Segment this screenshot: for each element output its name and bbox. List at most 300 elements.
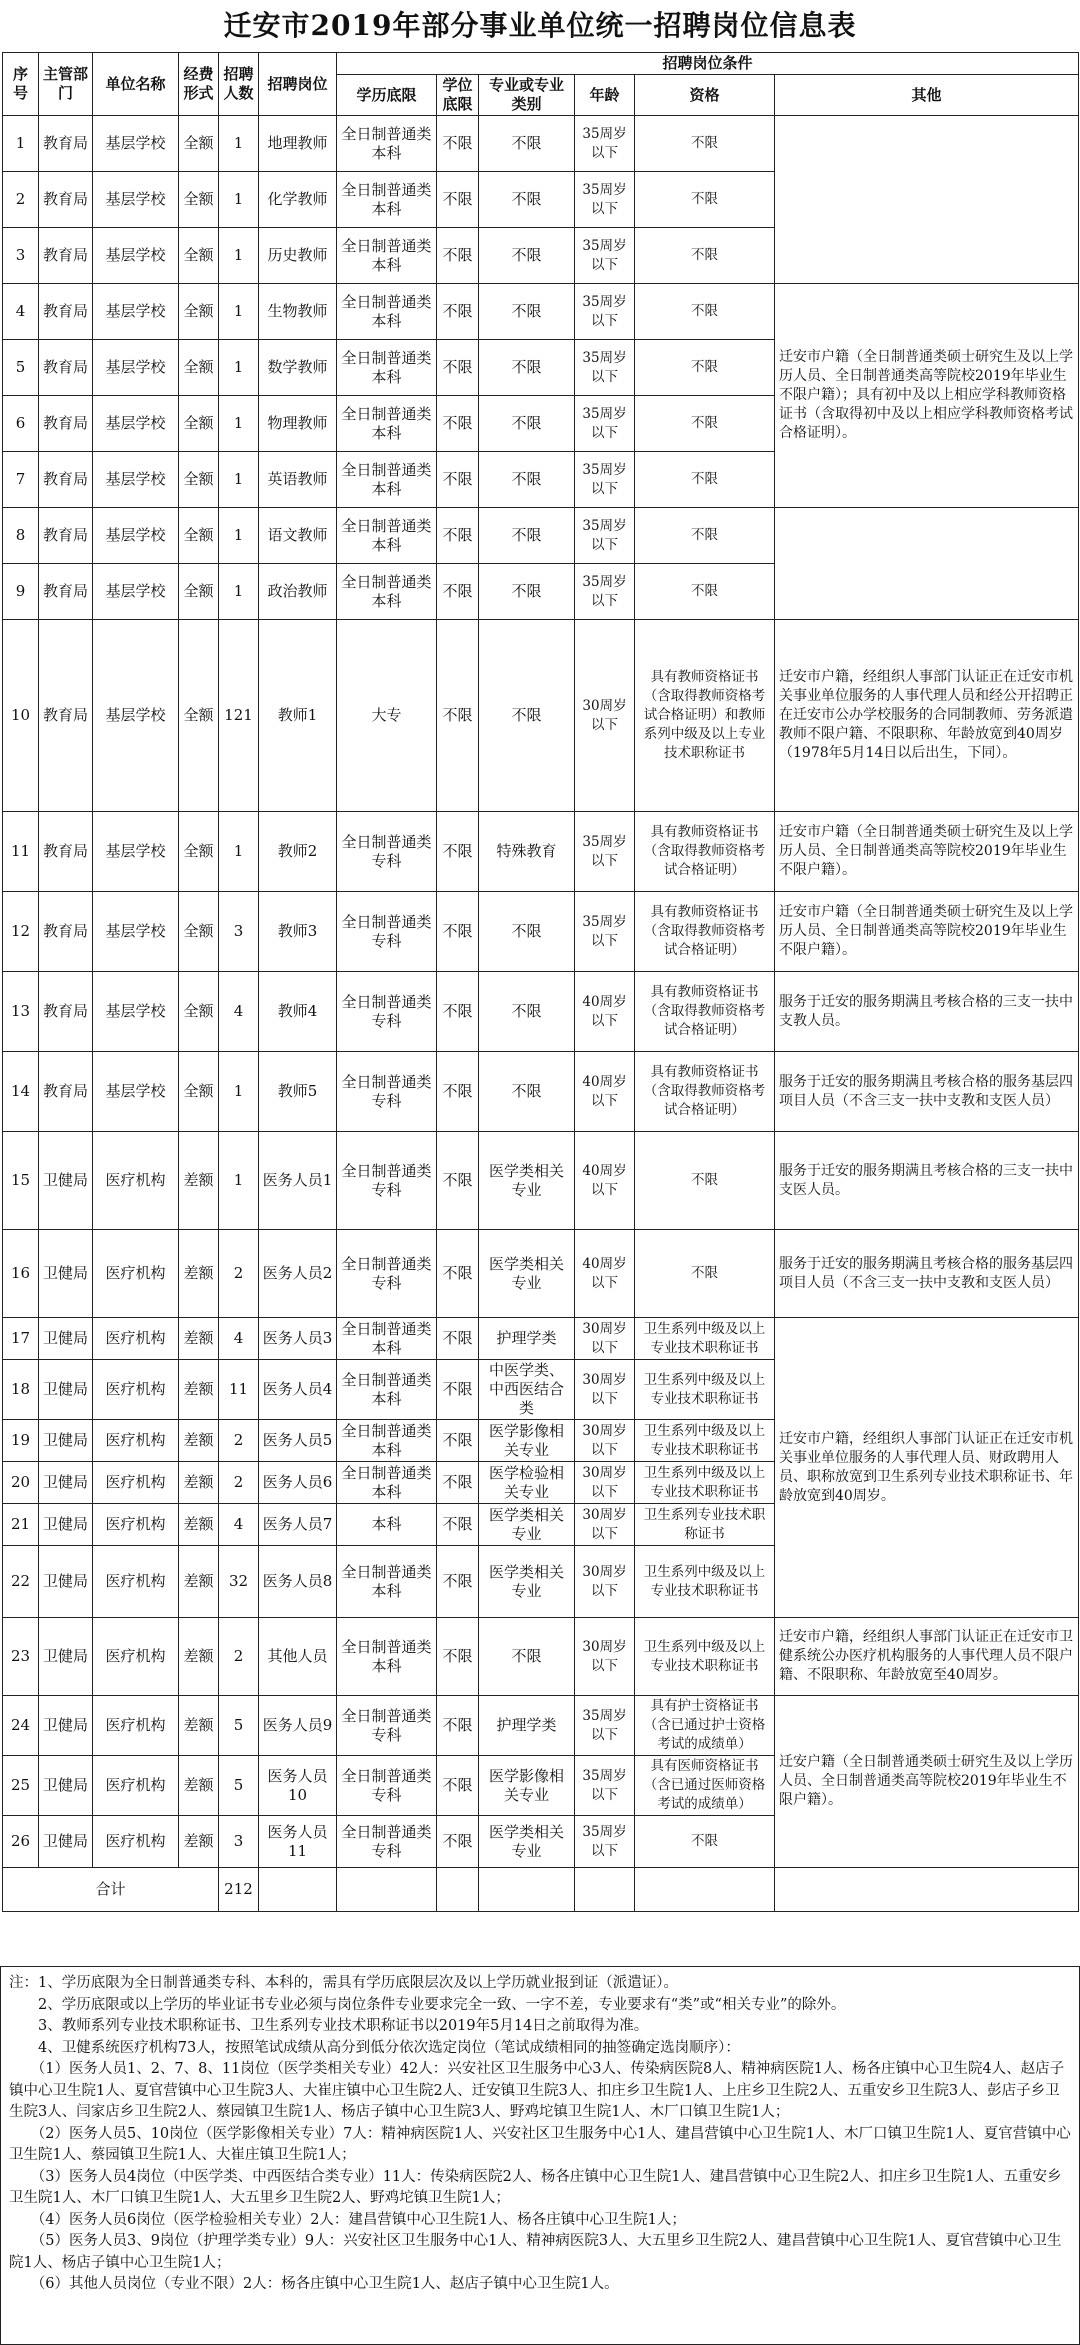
- cell-fund: 全额: [179, 396, 219, 452]
- cell-edu: 全日制普通类专科: [337, 1816, 437, 1868]
- cell-qual: 具有教师资格证书（含取得教师资格考试合格证明）: [635, 1052, 775, 1132]
- cell-unit: 基层学校: [93, 284, 179, 340]
- cell-unit: 医疗机构: [93, 1132, 179, 1230]
- cell-age: 40周岁以下: [575, 1132, 635, 1230]
- cell-edu: 全日制普通类本科: [337, 396, 437, 452]
- cell-degree: 不限: [437, 1462, 479, 1504]
- cell-unit: 医疗机构: [93, 1420, 179, 1462]
- cell-seq: 2: [3, 172, 39, 228]
- cell-age: 35周岁以下: [575, 172, 635, 228]
- cell-count: 5: [219, 1756, 259, 1816]
- cell-degree: 不限: [437, 1420, 479, 1462]
- table-row: [3, 508, 1079, 564]
- cell-unit: 医疗机构: [93, 1360, 179, 1420]
- cell-count: 1: [219, 812, 259, 892]
- cell-count: 32: [219, 1546, 259, 1618]
- header-seq: 序号: [3, 53, 39, 116]
- cell-qual: 不限: [635, 452, 775, 508]
- cell-qual: 不限: [635, 1132, 775, 1230]
- cell-unit: 医疗机构: [93, 1230, 179, 1318]
- table-row: [3, 116, 1079, 172]
- cell-unit: 基层学校: [93, 116, 179, 172]
- cell-unit: 基层学校: [93, 1052, 179, 1132]
- cell-degree: 不限: [437, 452, 479, 508]
- cell-fund: 差额: [179, 1618, 219, 1696]
- cell-dept: 卫健局: [39, 1132, 93, 1230]
- cell-age: 35周岁以下: [575, 284, 635, 340]
- cell-dept: 卫健局: [39, 1230, 93, 1318]
- cell-count: 1: [219, 116, 259, 172]
- table-row: [3, 1230, 1079, 1318]
- cell-edu: 全日制普通类专科: [337, 1756, 437, 1816]
- cell-seq: 24: [3, 1696, 39, 1756]
- cell-count: 1: [219, 172, 259, 228]
- cell-post: 医务人员10: [259, 1756, 337, 1816]
- cell-age: 35周岁以下: [575, 1816, 635, 1868]
- cell-age: 35周岁以下: [575, 452, 635, 508]
- header-degree: 学位底限: [437, 75, 479, 116]
- cell-dept: 教育局: [39, 508, 93, 564]
- cell-degree: 不限: [437, 564, 479, 620]
- cell-post: 医务人员9: [259, 1696, 337, 1756]
- cell-dept: 教育局: [39, 452, 93, 508]
- cell-fund: 全额: [179, 972, 219, 1052]
- cell-fund: 全额: [179, 228, 219, 284]
- cell-seq: 10: [3, 620, 39, 812]
- table-row: [3, 972, 1079, 1052]
- cell-unit: 基层学校: [93, 508, 179, 564]
- cell-post: 语文教师: [259, 508, 337, 564]
- total-row: [3, 1868, 1079, 1912]
- cell-dept: 教育局: [39, 620, 93, 812]
- header-row-1: [3, 53, 1079, 75]
- cell-fund: 差额: [179, 1816, 219, 1868]
- cell-age: 30周岁以下: [575, 620, 635, 812]
- cell-unit: 基层学校: [93, 396, 179, 452]
- recruitment-table: [2, 52, 1079, 1912]
- cell-qual: 具有教师资格证书（含取得教师资格考试合格证明）: [635, 812, 775, 892]
- cell-fund: 差额: [179, 1230, 219, 1318]
- cell-age: 35周岁以下: [575, 508, 635, 564]
- cell-age: 35周岁以下: [575, 1756, 635, 1816]
- cell-post: 教师2: [259, 812, 337, 892]
- cell-major: 中医学类、中西医结合类: [479, 1360, 575, 1420]
- cell-unit: 医疗机构: [93, 1462, 179, 1504]
- cell-degree: 不限: [437, 1504, 479, 1546]
- cell-post: 医务人员1: [259, 1132, 337, 1230]
- cell-age: 30周岁以下: [575, 1462, 635, 1504]
- cell-seq: 20: [3, 1462, 39, 1504]
- cell-dept: 教育局: [39, 892, 93, 972]
- table-row: [3, 564, 1079, 620]
- cell-major: 医学类相关专业: [479, 1230, 575, 1318]
- cell-major: 不限: [479, 508, 575, 564]
- cell-post: 地理教师: [259, 116, 337, 172]
- cell-unit: 医疗机构: [93, 1816, 179, 1868]
- cell-qual: 卫生系列专业技术职称证书: [635, 1504, 775, 1546]
- cell-post: 医务人员3: [259, 1318, 337, 1360]
- cell-other: 迁安市户籍（全日制普通类硕士研究生及以上学历人员、全日制普通类高等院校2019年毕业生不限户籍）。: [775, 892, 1079, 972]
- cell-seq: 21: [3, 1504, 39, 1546]
- cell-major: 不限: [479, 452, 575, 508]
- cell-unit: 医疗机构: [93, 1756, 179, 1816]
- cell-post: 物理教师: [259, 396, 337, 452]
- cell-other: 迁安市户籍，经组织人事部门认证正在迁安市卫健系统公办医疗机构服务的人事代理人员不限户籍、不限职称、年龄放宽至40周岁。: [775, 1618, 1079, 1696]
- header-qual: 资格: [635, 75, 775, 116]
- cell-qual: 不限: [635, 284, 775, 340]
- cell-seq: 19: [3, 1420, 39, 1462]
- cell-seq: 3: [3, 228, 39, 284]
- cell-unit: 基层学校: [93, 892, 179, 972]
- cell-degree: 不限: [437, 972, 479, 1052]
- cell-edu: 全日制普通类本科: [337, 1318, 437, 1360]
- cell-seq: 11: [3, 812, 39, 892]
- cell-dept: 卫健局: [39, 1756, 93, 1816]
- cell-major: 不限: [479, 972, 575, 1052]
- cell-fund: 全额: [179, 172, 219, 228]
- note-line: 3、教师系列专业技术职称证书、卫生系列专业技术职称证书以2019年5月14日之前取得为准。: [9, 2018, 649, 2034]
- header-edu: 学历底限: [337, 75, 437, 116]
- note-line: 注：1、学历底限为全日制普通类专科、本科的，需具有学历底限层次及以上学历就业报到证（派遣证）。: [9, 1975, 678, 1991]
- cell-post: 教师3: [259, 892, 337, 972]
- cell-dept: 卫健局: [39, 1816, 93, 1868]
- table-row: [3, 1318, 1079, 1360]
- cell-dept: 教育局: [39, 340, 93, 396]
- cell-qual: 具有教师资格证书（含取得教师资格考试合格证明）和教师系列中级及以上专业技术职称证书: [635, 620, 775, 812]
- cell-edu: 全日制普通类专科: [337, 1052, 437, 1132]
- cell-fund: 差额: [179, 1132, 219, 1230]
- cell-qual: 卫生系列中级及以上专业技术职称证书: [635, 1318, 775, 1360]
- cell-age: 35周岁以下: [575, 892, 635, 972]
- cell-edu: 本科: [337, 1504, 437, 1546]
- cell-age: 30周岁以下: [575, 1504, 635, 1546]
- cell-count: 3: [219, 1816, 259, 1868]
- cell-fund: 全额: [179, 452, 219, 508]
- cell-post: 医务人员6: [259, 1462, 337, 1504]
- cell-fund: 全额: [179, 892, 219, 972]
- cell-count: 1: [219, 452, 259, 508]
- cell-edu: 全日制普通类本科: [337, 508, 437, 564]
- cell-major: 不限: [479, 1052, 575, 1132]
- cell-degree: 不限: [437, 396, 479, 452]
- cell-edu: 全日制普通类本科: [337, 1360, 437, 1420]
- header-post: 招聘岗位: [259, 53, 337, 116]
- cell-degree: 不限: [437, 172, 479, 228]
- cell-age: 30周岁以下: [575, 1618, 635, 1696]
- cell-post: 教师5: [259, 1052, 337, 1132]
- cell-other: 服务于迁安的服务期满且考核合格的三支一扶中支教人员。: [775, 972, 1079, 1052]
- note-line: （3）医务人员4岗位（中医学类、中西医结合类专业）11人：传染病医院2人、杨各庄镇中心卫生院1人、建昌营镇中心卫生院2人、扣庄乡卫生院1人、五重安乡卫生院1人、木厂口镇卫生院1人、大五里乡卫生院2人、野鸡坨镇卫生院1人；: [9, 2168, 1062, 2206]
- empty-cell: [575, 1868, 635, 1912]
- cell-seq: 18: [3, 1360, 39, 1420]
- cell-major: 不限: [479, 396, 575, 452]
- cell-major: 不限: [479, 892, 575, 972]
- empty-cell: [479, 1868, 575, 1912]
- cell-edu: 全日制普通类本科: [337, 228, 437, 284]
- cell-age: 40周岁以下: [575, 1230, 635, 1318]
- header-count: 招聘人数: [219, 53, 259, 116]
- cell-other: 服务于迁安的服务期满且考核合格的服务基层四项目人员（不含三支一扶中支教和支医人员）: [775, 1052, 1079, 1132]
- note-line: 4、卫健系统医疗机构73人，按照笔试成绩从高分到低分依次选定岗位（笔试成绩相同的抽签确定选岗顺序）：: [9, 2039, 740, 2056]
- cell-qual: 不限: [635, 172, 775, 228]
- cell-count: 1: [219, 564, 259, 620]
- table-row: [3, 892, 1079, 972]
- cell-unit: 医疗机构: [93, 1618, 179, 1696]
- cell-post: 政治教师: [259, 564, 337, 620]
- cell-other: 迁安市户籍（全日制普通类硕士研究生及以上学历人员、全日制普通类高等院校2019年毕业生不限户籍）。: [775, 812, 1079, 892]
- cell-major: 医学类相关专业: [479, 1816, 575, 1868]
- cell-major: 医学影像相关专业: [479, 1756, 575, 1816]
- cell-seq: 22: [3, 1546, 39, 1618]
- cell-unit: 基层学校: [93, 564, 179, 620]
- cell-post: 医务人员5: [259, 1420, 337, 1462]
- cell-degree: 不限: [437, 620, 479, 812]
- cell-dept: 卫健局: [39, 1318, 93, 1360]
- cell-age: 35周岁以下: [575, 1696, 635, 1756]
- cell-post: 历史教师: [259, 228, 337, 284]
- cell-fund: 全额: [179, 812, 219, 892]
- cell-seq: 4: [3, 284, 39, 340]
- cell-seq: 6: [3, 396, 39, 452]
- empty-cell: [635, 1868, 775, 1912]
- cell-unit: 医疗机构: [93, 1546, 179, 1618]
- cell-dept: 卫健局: [39, 1546, 93, 1618]
- cell-dept: 教育局: [39, 116, 93, 172]
- cell-qual: 不限: [635, 228, 775, 284]
- cell-major: 不限: [479, 116, 575, 172]
- cell-major: 医学类相关专业: [479, 1504, 575, 1546]
- cell-edu: 全日制普通类本科: [337, 1546, 437, 1618]
- cell-major: 不限: [479, 284, 575, 340]
- note-line: （1）医务人员1、2、7、8、11岗位（医学类相关专业）42人：兴安社区卫生服务中心3人、传染病医院8人、精神病医院1人、杨各庄镇中心卫生院4人、赵店子镇中心卫生院1人、夏官营镇中心卫生院3人、大崔庄镇中心卫生院2人、迁安镇卫生院3人、扣庄乡卫生院1人、上庄乡卫生院2人、五重安乡卫生院3人、彭店子乡卫生院3人、闫家店乡卫生院2人、蔡园镇卫生院1人、杨店子镇中心卫生院3人、野鸡坨镇卫生院1人、木厂口镇卫生院1人；: [9, 2061, 1065, 2120]
- cell-degree: 不限: [437, 1052, 479, 1132]
- note-line: （4）医务人员6岗位（医学检验相关专业）2人：建昌营镇中心卫生院1人、杨各庄镇中心卫生院1人；: [9, 2211, 686, 2228]
- cell-unit: 基层学校: [93, 340, 179, 396]
- cell-degree: 不限: [437, 340, 479, 396]
- cell-other: 迁安市户籍（全日制普通类硕士研究生及以上学历人员、全日制普通类高等院校2019年毕业生不限户籍）；具有初中及以上相应学科教师资格证书（含取得初中及以上相应学科教师资格考试合格证明）。: [775, 284, 1079, 508]
- cell-fund: 全额: [179, 564, 219, 620]
- cell-major: 医学类相关专业: [479, 1132, 575, 1230]
- note-line: （2）医务人员5、10岗位（医学影像相关专业）7人：精神病医院1人、兴安社区卫生服务中心1人、建昌营镇中心卫生院1人、木厂口镇卫生院1人、夏官营镇中心卫生院1人、蔡园镇卫生院1人、大崔庄镇卫生院1人；: [9, 2125, 1071, 2163]
- empty-cell: [437, 1868, 479, 1912]
- cell-edu: 全日制普通类专科: [337, 892, 437, 972]
- cell-count: 4: [219, 1318, 259, 1360]
- cell-other: 迁安户籍（全日制普通类硕士研究生及以上学历人员、全日制普通类高等院校2019年毕业生不限户籍）。: [775, 1696, 1079, 1868]
- cell-unit: 医疗机构: [93, 1504, 179, 1546]
- cell-fund: 差额: [179, 1318, 219, 1360]
- cell-major: 医学影像相关专业: [479, 1420, 575, 1462]
- cell-qual: 不限: [635, 1816, 775, 1868]
- cell-fund: 差额: [179, 1546, 219, 1618]
- cell-count: 1: [219, 340, 259, 396]
- cell-post: 教师1: [259, 620, 337, 812]
- cell-edu: 全日制普通类本科: [337, 564, 437, 620]
- cell-major: 不限: [479, 1618, 575, 1696]
- cell-edu: 全日制普通类专科: [337, 972, 437, 1052]
- table-row: [3, 620, 1079, 812]
- cell-seq: 16: [3, 1230, 39, 1318]
- cell-count: 5: [219, 1696, 259, 1756]
- cell-count: 1: [219, 1132, 259, 1230]
- cell-qual: 卫生系列中级及以上专业技术职称证书: [635, 1546, 775, 1618]
- cell-dept: 卫健局: [39, 1462, 93, 1504]
- cell-post: 医务人员8: [259, 1546, 337, 1618]
- cell-major: 不限: [479, 228, 575, 284]
- total-count: 212: [219, 1868, 259, 1912]
- cell-degree: 不限: [437, 1696, 479, 1756]
- cell-edu: 全日制普通类本科: [337, 1618, 437, 1696]
- cell-fund: 差额: [179, 1756, 219, 1816]
- footnotes: [0, 1966, 1080, 2345]
- cell-edu: 全日制普通类专科: [337, 1132, 437, 1230]
- cell-age: 30周岁以下: [575, 1318, 635, 1360]
- cell-edu: 大专: [337, 620, 437, 812]
- cell-major: 护理学类: [479, 1318, 575, 1360]
- note-line: （6）其他人员岗位（专业不限）2人：杨各庄镇中心卫生院1人、赵店子镇中心卫生院1人。: [9, 2276, 619, 2292]
- cell-unit: 基层学校: [93, 812, 179, 892]
- cell-edu: 全日制普通类本科: [337, 1462, 437, 1504]
- cell-edu: 全日制普通类专科: [337, 1230, 437, 1318]
- cell-post: 医务人员11: [259, 1816, 337, 1868]
- cell-edu: 全日制普通类本科: [337, 172, 437, 228]
- table-row: [3, 1132, 1079, 1230]
- note-line: （5）医务人员3、9岗位（护理学类专业）9人：兴安社区卫生服务中心1人、精神病医院3人、大五里乡卫生院2人、建昌营镇中心卫生院1人、夏官营镇中心卫生院1人、杨店子镇中心卫生院1人；: [9, 2233, 1062, 2271]
- cell-age: 35周岁以下: [575, 396, 635, 452]
- cell-count: 1: [219, 508, 259, 564]
- cell-seq: 13: [3, 972, 39, 1052]
- cell-age: 35周岁以下: [575, 228, 635, 284]
- cell-qual: 具有教师资格证书（含取得教师资格考试合格证明）: [635, 972, 775, 1052]
- cell-dept: 教育局: [39, 812, 93, 892]
- empty-cell: [259, 1868, 337, 1912]
- cell-dept: 教育局: [39, 228, 93, 284]
- cell-count: 1: [219, 396, 259, 452]
- cell-age: 30周岁以下: [575, 1546, 635, 1618]
- cell-qual: 不限: [635, 1230, 775, 1318]
- cell-post: 教师4: [259, 972, 337, 1052]
- cell-degree: 不限: [437, 812, 479, 892]
- total-label: 合计: [3, 1868, 219, 1912]
- cell-other: 迁安市户籍，经组织人事部门认证正在迁安市机关事业单位服务的人事代理人员、财政聘用人员、职称放宽到卫生系列专业技术职称证书、年龄放宽到40周岁。: [775, 1318, 1079, 1618]
- table-row: [3, 1618, 1079, 1696]
- cell-major: 不限: [479, 340, 575, 396]
- cell-edu: 全日制普通类本科: [337, 116, 437, 172]
- cell-degree: 不限: [437, 1816, 479, 1868]
- cell-qual: 不限: [635, 396, 775, 452]
- header-fund: 经费形式: [179, 53, 219, 116]
- cell-age: 35周岁以下: [575, 116, 635, 172]
- cell-post: 医务人员4: [259, 1360, 337, 1420]
- cell-post: 生物教师: [259, 284, 337, 340]
- cell-age: 30周岁以下: [575, 1360, 635, 1420]
- cell-dept: 教育局: [39, 564, 93, 620]
- cell-dept: 卫健局: [39, 1420, 93, 1462]
- cell-degree: 不限: [437, 1756, 479, 1816]
- header-other: 其他: [775, 75, 1079, 116]
- cell-unit: 基层学校: [93, 228, 179, 284]
- header-unit: 单位名称: [93, 53, 179, 116]
- cell-major: 不限: [479, 564, 575, 620]
- cell-edu: 全日制普通类本科: [337, 1420, 437, 1462]
- cell-edu: 全日制普通类本科: [337, 284, 437, 340]
- cell-age: 30周岁以下: [575, 1420, 635, 1462]
- empty-cell: [337, 1868, 437, 1912]
- cell-count: 1: [219, 1052, 259, 1132]
- cell-unit: 基层学校: [93, 172, 179, 228]
- cell-dept: 卫健局: [39, 1360, 93, 1420]
- cell-post: 数学教师: [259, 340, 337, 396]
- cell-dept: 教育局: [39, 396, 93, 452]
- cell-seq: 23: [3, 1618, 39, 1696]
- cell-seq: 1: [3, 116, 39, 172]
- cell-fund: 差额: [179, 1696, 219, 1756]
- cell-seq: 7: [3, 452, 39, 508]
- cell-qual: 卫生系列中级及以上专业技术职称证书: [635, 1462, 775, 1504]
- cell-qual: 卫生系列中级及以上专业技术职称证书: [635, 1420, 775, 1462]
- cell-degree: 不限: [437, 1360, 479, 1420]
- cell-qual: 具有医师资格证书（含已通过医师资格考试的成绩单）: [635, 1756, 775, 1816]
- cell-count: 4: [219, 972, 259, 1052]
- cell-count: 4: [219, 1504, 259, 1546]
- cell-count: 121: [219, 620, 259, 812]
- cell-degree: 不限: [437, 116, 479, 172]
- note-line: 2、学历底限或以上学历的毕业证书专业必须与岗位条件专业要求完全一致、一字不差，专业要求有“类”或“相关专业”的除外。: [9, 1996, 846, 2013]
- cell-dept: 教育局: [39, 1052, 93, 1132]
- cell-fund: 全额: [179, 340, 219, 396]
- cell-degree: 不限: [437, 1318, 479, 1360]
- cell-fund: 全额: [179, 620, 219, 812]
- cell-fund: 差额: [179, 1360, 219, 1420]
- cell-dept: 卫健局: [39, 1618, 93, 1696]
- cell-count: 1: [219, 284, 259, 340]
- header-age: 年龄: [575, 75, 635, 116]
- cell-seq: 15: [3, 1132, 39, 1230]
- table-row: [3, 812, 1079, 892]
- cell-dept: 教育局: [39, 972, 93, 1052]
- cell-seq: 17: [3, 1318, 39, 1360]
- cell-dept: 卫健局: [39, 1504, 93, 1546]
- table-row: [3, 1052, 1079, 1132]
- cell-other: 迁安市户籍，经组织人事部门认证正在迁安市机关事业单位服务的人事代理人员和经公开招聘正在迁安市公办学校服务的合同制教师、劳务派遣教师不限户籍、不限职称、年龄放宽到40周岁（1978年5月14日以后出生，下同）。: [775, 620, 1079, 812]
- cell-unit: 医疗机构: [93, 1696, 179, 1756]
- cell-degree: 不限: [437, 1546, 479, 1618]
- header-conditions: 招聘岗位条件: [337, 53, 1079, 75]
- cell-fund: 差额: [179, 1504, 219, 1546]
- cell-fund: 差额: [179, 1420, 219, 1462]
- cell-other: 服务于迁安的服务期满且考核合格的三支一扶中支医人员。: [775, 1132, 1079, 1230]
- cell-age: 35周岁以下: [575, 340, 635, 396]
- cell-count: 1: [219, 228, 259, 284]
- cell-other: 服务于迁安的服务期满且考核合格的服务基层四项目人员（不含三支一扶中支教和支医人员）: [775, 1230, 1079, 1318]
- cell-major: 特殊教育: [479, 812, 575, 892]
- cell-qual: 具有护士资格证书（含已通过护士资格考试的成绩单）: [635, 1696, 775, 1756]
- cell-seq: 25: [3, 1756, 39, 1816]
- table-row: [3, 284, 1079, 340]
- cell-qual: 卫生系列中级及以上专业技术职称证书: [635, 1618, 775, 1696]
- empty-cell: [775, 1868, 1079, 1912]
- cell-count: 2: [219, 1230, 259, 1318]
- cell-fund: 全额: [179, 508, 219, 564]
- cell-major: 医学类相关专业: [479, 1546, 575, 1618]
- cell-dept: 教育局: [39, 284, 93, 340]
- cell-major: 不限: [479, 620, 575, 812]
- header-dept: 主管部门: [39, 53, 93, 116]
- cell-age: 35周岁以下: [575, 812, 635, 892]
- cell-seq: 8: [3, 508, 39, 564]
- cell-post: 其他人员: [259, 1618, 337, 1696]
- cell-qual: 不限: [635, 564, 775, 620]
- cell-age: 35周岁以下: [575, 564, 635, 620]
